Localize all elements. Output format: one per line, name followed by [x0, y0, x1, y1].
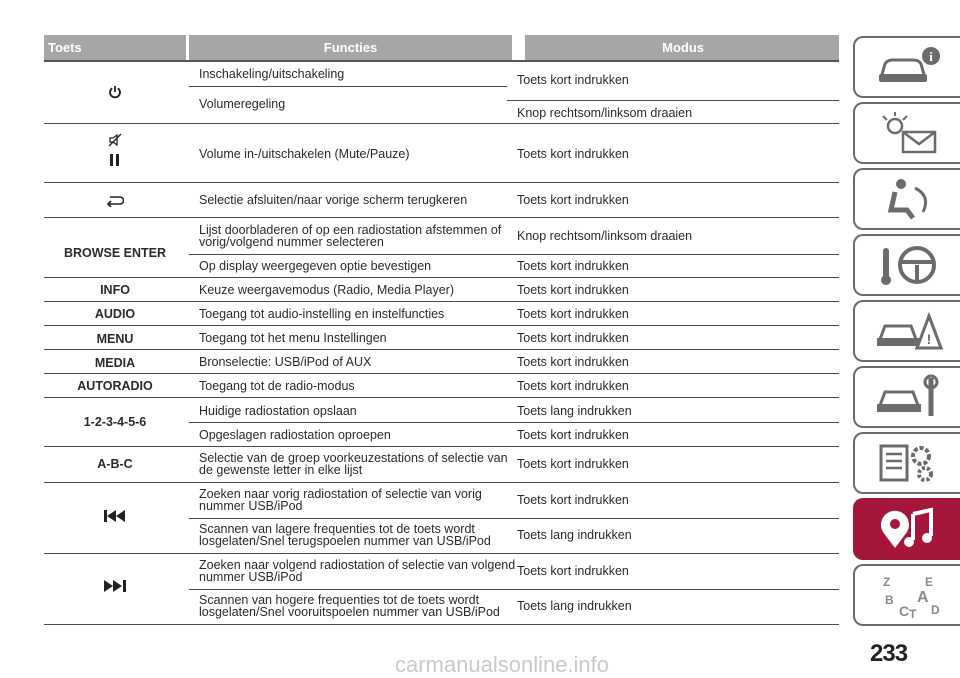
key-info: INFO: [100, 283, 130, 297]
next-track-icon: [44, 578, 186, 594]
page-number: 233: [870, 640, 908, 667]
function-text: Selectie van de groep voorkeuzestations of selectie van de gewenste letter in elke lijst: [199, 451, 508, 477]
key-media: MEDIA: [94, 356, 136, 370]
key-presets: 1-2-3-4-5-6: [83, 415, 147, 429]
key-menu: MENU: [96, 332, 134, 346]
tab-emergency[interactable]: [853, 300, 960, 362]
mode-text: Knop rechtsom/linksom draaien: [517, 106, 693, 120]
index-letter: Z: [882, 575, 890, 589]
seat-airbag-icon: [873, 176, 943, 222]
function-text: Toegang tot het menu Instellingen: [199, 331, 387, 345]
index-letter: E: [924, 575, 933, 589]
index-letter: T: [908, 607, 916, 618]
mode-text: Toets kort indrukken: [517, 564, 629, 578]
function-text: Selectie afsluiten/naar vorige scherm terugkeren: [199, 193, 468, 207]
power-icon: [44, 79, 186, 105]
mode-text: Toets kort indrukken: [517, 307, 629, 321]
function-text: Scannen van lagere frequenties tot de toets wordt losgelaten/Snel terugspoelen nummer van USB/iPod: [199, 522, 491, 548]
index-letter: A: [916, 589, 929, 606]
function-text: Huidige radiostation opslaan: [199, 404, 357, 418]
function-text: Opgeslagen radiostation oproepen: [199, 428, 391, 442]
mode-text: Toets kort indrukken: [517, 193, 629, 207]
function-text: Zoeken naar vorig radiostation of selectie van vorig nummer USB/iPod: [199, 487, 482, 513]
key-browse-enter: BROWSE ENTER: [63, 246, 167, 260]
header-functions: Functies: [189, 35, 512, 60]
car-info-icon: [873, 44, 943, 90]
mode-text: Toets kort indrukken: [517, 73, 629, 87]
header-mode: Modus: [525, 35, 839, 60]
mode-text: Toets kort indrukken: [517, 493, 629, 507]
previous-track-icon: [44, 508, 186, 524]
tab-warning-lights[interactable]: [853, 102, 960, 164]
mode-text: Toets kort indrukken: [517, 283, 629, 297]
function-text: Lijst doorbladeren of op een radiostation afstemmen of vorig/volgend nummer selecteren: [199, 223, 502, 249]
function-text: Volume in-/uitschakelen (Mute/Pauze): [199, 147, 410, 161]
mute-pause-icon: [44, 128, 186, 172]
function-text: Volumeregeling: [199, 97, 286, 111]
function-text: Inschakeling/uitschakeling: [199, 67, 345, 81]
tab-index[interactable]: [853, 564, 960, 626]
mode-text: Toets kort indrukken: [517, 457, 629, 471]
index-letter: D: [930, 603, 940, 617]
key-autoradio: AUTORADIO: [77, 379, 153, 393]
function-text: Zoeken naar volgend radiostation of selectie van volgend nummer USB/iPod: [199, 558, 516, 584]
tab-starting-driving[interactable]: [853, 234, 960, 296]
specs-gears-icon: [873, 440, 943, 486]
index-letter: C: [898, 603, 909, 618]
multimedia-music-icon: [873, 506, 943, 552]
header-key: Toets: [44, 35, 186, 60]
alphabet-index-icon: [873, 572, 943, 618]
svg-text:!: !: [926, 331, 931, 347]
tab-safety[interactable]: [853, 168, 960, 230]
function-text: Scannen van hogere frequenties tot de toets wordt losgelaten/Snel vooruitspoelen nummer van USB/iPod: [199, 593, 500, 619]
mode-text: Toets lang indrukken: [517, 528, 632, 542]
function-text: Toegang tot audio-instelling en instelfuncties: [199, 307, 445, 321]
svg-text:i: i: [928, 49, 933, 64]
back-arrow-icon: [44, 192, 186, 210]
tab-technical-data[interactable]: [853, 432, 960, 494]
mode-text: Toets kort indrukken: [517, 355, 629, 369]
key-audio: AUDIO: [94, 307, 136, 321]
mode-text: Toets kort indrukken: [517, 259, 629, 273]
tab-multimedia[interactable]: [853, 498, 960, 560]
mode-text: Toets kort indrukken: [517, 428, 629, 442]
mode-text: Toets kort indrukken: [517, 331, 629, 345]
mode-text: Toets lang indrukken: [517, 404, 632, 418]
tab-car-info[interactable]: [853, 36, 960, 98]
mode-text: Toets lang indrukken: [517, 599, 632, 613]
mode-text: Toets kort indrukken: [517, 147, 629, 161]
watermark: carmanualsonline.info: [395, 652, 610, 677]
key-abc: A-B-C: [97, 457, 133, 471]
car-wrench-icon: [873, 374, 943, 420]
header-divider: [44, 60, 839, 62]
index-letter: B: [884, 593, 894, 607]
mode-text: Knop rechtsom/linksom draaien: [517, 229, 693, 243]
mode-text: Toets kort indrukken: [517, 379, 629, 393]
function-text: Op display weergegeven optie bevestigen: [199, 259, 432, 273]
tab-maintenance[interactable]: [853, 366, 960, 428]
key-steering-wheel-icon: [873, 242, 943, 288]
car-breakdown-icon: [873, 308, 943, 354]
warning-light-envelope-icon: [873, 110, 943, 156]
function-text: Bronselectie: USB/iPod of AUX: [199, 355, 372, 369]
function-text: Toegang tot de radio-modus: [199, 379, 355, 393]
function-text: Keuze weergavemodus (Radio, Media Player): [199, 283, 454, 297]
